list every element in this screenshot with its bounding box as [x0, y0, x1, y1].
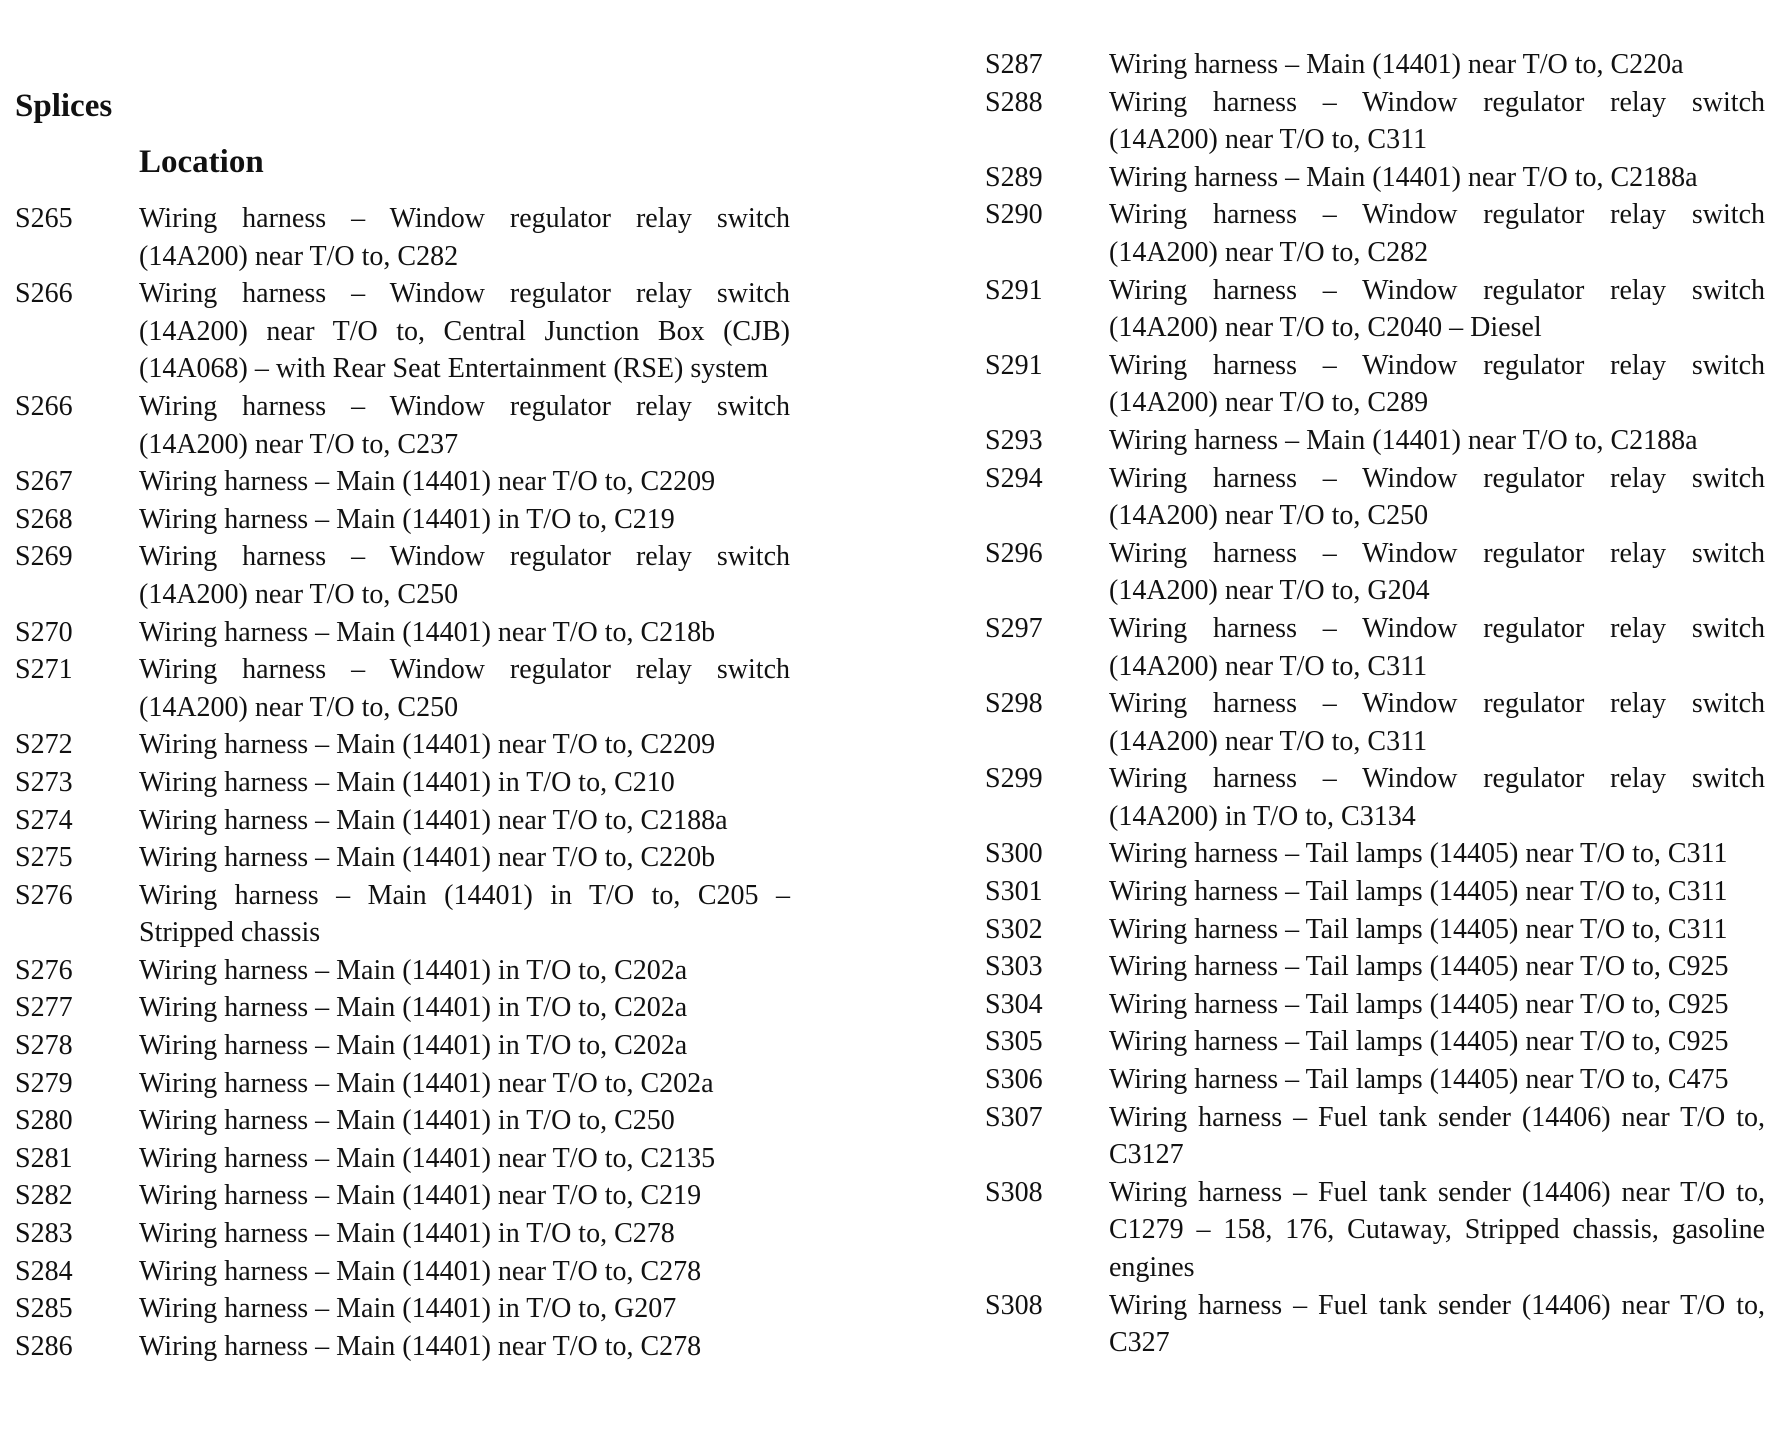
- splice-location: Wiring harness – Main (14401) in T/O to, C219: [139, 503, 675, 535]
- splice-entry: [15, 651, 790, 726]
- splice-code: S270: [15, 616, 73, 648]
- splice-location: Wiring harness – Tail lamps (14405) near T/O to, C925: [1109, 951, 1729, 983]
- splice-entry: [985, 685, 1765, 760]
- splice-entry: [985, 986, 1765, 1024]
- section-title: Splices: [15, 88, 113, 124]
- splice-location: Wiring harness – Main (14401) near T/O to, C219: [139, 1180, 702, 1212]
- splice-code: S276: [15, 954, 73, 986]
- splice-entry: [15, 1065, 790, 1103]
- splice-entry: [985, 422, 1765, 460]
- splice-location: Wiring harness – Window regulator relay switch (14A200) near T/O to, C250: [139, 654, 790, 723]
- splice-location: Wiring harness – Window regulator relay switch (14A200) near T/O to, C237: [139, 390, 790, 460]
- splice-entry: [15, 952, 790, 990]
- splice-location: Wiring harness – Main (14401) near T/O to, C278: [139, 1330, 702, 1362]
- splice-entry: [985, 46, 1765, 84]
- splice-code: S305: [985, 1026, 1043, 1058]
- splice-code: S290: [985, 199, 1043, 231]
- splice-entry: [985, 1023, 1765, 1061]
- splice-code: S286: [15, 1330, 73, 1362]
- splice-location: Wiring harness – Window regulator relay switch (14A200) in T/O to, C3134: [1109, 763, 1765, 832]
- splice-code: S280: [15, 1105, 73, 1137]
- splice-entry: [15, 802, 790, 840]
- splice-code: S283: [15, 1218, 73, 1250]
- splice-entry: [15, 614, 790, 652]
- splice-entry: [15, 839, 790, 877]
- splice-code: S288: [985, 86, 1043, 118]
- splice-entry: [15, 1027, 790, 1065]
- splice-entry: [15, 726, 790, 764]
- splice-code: S289: [985, 161, 1043, 193]
- splice-location: Wiring harness – Main (14401) near T/O to, C2188a: [139, 804, 728, 836]
- splice-code: S308: [985, 1289, 1043, 1321]
- splice-code: S281: [15, 1142, 73, 1174]
- splice-entry: [985, 835, 1765, 873]
- splice-code: S268: [15, 503, 73, 535]
- splice-location: Wiring harness – Tail lamps (14405) near T/O to, C925: [1109, 988, 1729, 1020]
- splice-entry: [985, 1287, 1765, 1362]
- splice-code: S265: [15, 203, 73, 234]
- splice-location: Wiring harness – Main (14401) near T/O to, C2188a: [1109, 424, 1698, 456]
- splice-location: Wiring harness – Main (14401) in T/O to, C210: [139, 766, 675, 798]
- splice-code: S297: [985, 612, 1043, 644]
- splice-entry: [985, 1061, 1765, 1099]
- splice-code: S269: [15, 541, 73, 573]
- splice-location: Wiring harness – Main (14401) in T/O to, C205 – Stripped chassis: [139, 879, 790, 949]
- splice-location: Wiring harness – Main (14401) near T/O to, C2209: [139, 466, 716, 498]
- splice-code: S306: [985, 1064, 1043, 1096]
- splice-location: Wiring harness – Main (14401) in T/O to, C202a: [139, 1030, 688, 1062]
- splice-code: S302: [985, 913, 1043, 945]
- splice-code: S273: [15, 766, 73, 798]
- splice-entry: [15, 1290, 790, 1328]
- splice-location: Wiring harness – Main (14401) in T/O to, C278: [139, 1218, 675, 1250]
- splice-code: S303: [985, 951, 1043, 983]
- splice-location: Wiring harness – Window regulator relay switch (14A200) near T/O to, C311: [1109, 612, 1765, 682]
- splice-entry: [985, 159, 1765, 197]
- splice-location: Wiring harness – Main (14401) near T/O to, C218b: [139, 616, 716, 648]
- splice-entry: [985, 460, 1765, 535]
- splice-location: Wiring harness – Fuel tank sender (14406) near T/O to, C327: [1109, 1289, 1765, 1359]
- splice-entry: [15, 538, 790, 613]
- splice-location: Wiring harness – Main (14401) near T/O to, C202a: [139, 1067, 714, 1099]
- splice-entry: [15, 1177, 790, 1215]
- splice-code: S298: [985, 688, 1043, 720]
- splice-location: Wiring harness – Window regulator relay switch (14A200) near T/O to, C250: [139, 541, 790, 610]
- splice-entry: [15, 1140, 790, 1178]
- splice-location: Wiring harness – Main (14401) near T/O to, C2135: [139, 1142, 716, 1174]
- splice-code: S300: [985, 838, 1043, 870]
- splice-code: S293: [985, 424, 1043, 456]
- splice-code: S278: [15, 1030, 73, 1062]
- splice-code: S274: [15, 804, 73, 836]
- splice-code: S291: [985, 349, 1043, 381]
- splice-entry: [985, 535, 1765, 610]
- splice-code: S266: [15, 390, 73, 422]
- splice-location: Wiring harness – Fuel tank sender (14406) near T/O to, C3127: [1109, 1101, 1765, 1171]
- splice-entry: [985, 948, 1765, 986]
- splice-code: S276: [15, 879, 73, 911]
- splice-code: S291: [985, 274, 1043, 306]
- splice-code: S271: [15, 654, 73, 686]
- splice-entry: [15, 1102, 790, 1140]
- splice-code: S272: [15, 729, 73, 761]
- splice-entry: [15, 388, 790, 463]
- splice-entry: [15, 1215, 790, 1253]
- splice-code: S287: [985, 49, 1043, 80]
- splice-entry: [15, 877, 790, 952]
- splice-code: S307: [985, 1101, 1043, 1133]
- splice-code: S301: [985, 876, 1043, 908]
- splice-code: S275: [15, 842, 73, 874]
- splice-location: Wiring harness – Main (14401) near T/O to, C220a: [1109, 49, 1684, 80]
- splice-entry: [985, 272, 1765, 347]
- splice-location: Wiring harness – Fuel tank sender (14406) near T/O to, C1279 – 158, 176, Cutaway, Stripped chassis, gasoline engines: [1109, 1176, 1765, 1283]
- splice-location: Wiring harness – Main (14401) near T/O to, C2188a: [1109, 161, 1698, 193]
- splice-location: Wiring harness – Window regulator relay switch (14A200) near T/O to, C311: [1109, 86, 1765, 156]
- splice-entry: [985, 1099, 1765, 1174]
- splice-entry: [15, 501, 790, 539]
- splice-entry: [15, 463, 790, 501]
- splice-location: Wiring harness – Tail lamps (14405) near T/O to, C311: [1109, 838, 1728, 870]
- splice-code: S294: [985, 462, 1043, 494]
- splice-location: Wiring harness – Window regulator relay switch (14A200) near T/O to, C282: [139, 203, 790, 272]
- splice-entry: [985, 347, 1765, 422]
- splice-location: Wiring harness – Window regulator relay switch (14A200) near T/O to, C311: [1109, 688, 1765, 757]
- splice-code: S267: [15, 466, 73, 498]
- right-splice-list: [985, 46, 1765, 1362]
- splice-code: S296: [985, 537, 1043, 569]
- splice-entry: [15, 989, 790, 1027]
- splice-entry: [15, 764, 790, 802]
- splice-code: S266: [15, 278, 73, 310]
- splice-location: Wiring harness – Main (14401) near T/O to, C220b: [139, 842, 716, 874]
- location-column-header: Location: [139, 144, 264, 180]
- splice-location: Wiring harness – Tail lamps (14405) near T/O to, C311: [1109, 913, 1728, 945]
- left-splice-list: [15, 200, 790, 1365]
- splice-entry: [15, 200, 790, 275]
- splice-location: Wiring harness – Window regulator relay switch (14A200) near T/O to, C289: [1109, 349, 1765, 419]
- splice-entry: [985, 760, 1765, 835]
- splice-code: S285: [15, 1293, 73, 1325]
- splice-code: S279: [15, 1067, 73, 1099]
- splice-location: Wiring harness – Main (14401) in T/O to, C202a: [139, 992, 688, 1024]
- splice-location: Wiring harness – Main (14401) near T/O to, C278: [139, 1255, 702, 1287]
- splice-location: Wiring harness – Tail lamps (14405) near T/O to, C475: [1109, 1064, 1729, 1096]
- splice-location: Wiring harness – Main (14401) in T/O to, G207: [139, 1293, 677, 1325]
- splice-location: Wiring harness – Main (14401) in T/O to, C250: [139, 1105, 675, 1137]
- splice-code: S282: [15, 1180, 73, 1212]
- splice-entry: [985, 196, 1765, 271]
- splice-entry: [985, 84, 1765, 159]
- splice-code: S308: [985, 1176, 1043, 1208]
- splice-entry: [15, 1253, 790, 1291]
- splice-location: Wiring harness – Window regulator relay switch (14A200) near T/O to, C282: [1109, 199, 1765, 268]
- splice-code: S299: [985, 763, 1043, 795]
- splice-code: S277: [15, 992, 73, 1024]
- splice-location: Wiring harness – Window regulator relay switch (14A200) near T/O to, C250: [1109, 462, 1765, 532]
- splice-entry: [985, 1174, 1765, 1287]
- splice-location: Wiring harness – Window regulator relay switch (14A200) near T/O to, Central Junction Box (CJB) (14A068) – with Rear Seat Entertainment (RSE) system: [139, 278, 790, 385]
- splice-location: Wiring harness – Tail lamps (14405) near T/O to, C311: [1109, 876, 1728, 908]
- splice-entry: [985, 610, 1765, 685]
- splice-location: Wiring harness – Tail lamps (14405) near T/O to, C925: [1109, 1026, 1729, 1058]
- splice-location: Wiring harness – Window regulator relay switch (14A200) near T/O to, C2040 – Diesel: [1109, 274, 1765, 344]
- splice-code: S304: [985, 988, 1043, 1020]
- splice-code: S284: [15, 1255, 73, 1287]
- splice-entry: [985, 911, 1765, 949]
- splice-entry: [15, 275, 790, 388]
- splice-entry: [985, 873, 1765, 911]
- splice-location: Wiring harness – Window regulator relay switch (14A200) near T/O to, G204: [1109, 537, 1765, 607]
- splice-entry: [15, 1328, 790, 1366]
- splice-location: Wiring harness – Main (14401) near T/O to, C2209: [139, 729, 716, 761]
- splice-location: Wiring harness – Main (14401) in T/O to, C202a: [139, 954, 688, 986]
